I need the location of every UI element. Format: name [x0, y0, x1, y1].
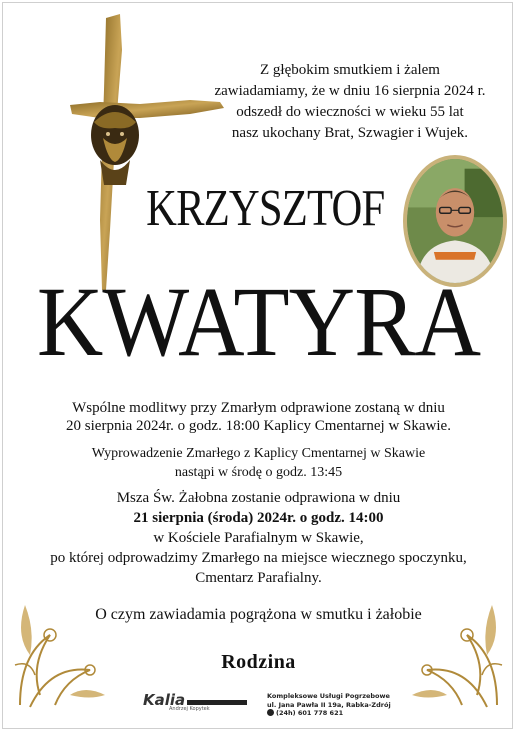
mass-line-4: po której odprowadzimy Zmarłego na miejsce wiecznego spoczynku,	[50, 550, 467, 566]
company-info	[267, 692, 397, 718]
phone-icon	[267, 709, 274, 716]
prayer-line-1: Wspólne modlitwy przy Zmarłym odprawione zostaną w dniu	[72, 400, 445, 416]
company-phone	[267, 709, 397, 718]
mass-line-5: Cmentarz Parafialny.	[195, 570, 322, 586]
funeral-home-logo	[143, 691, 258, 715]
phone-number: 601 778 621	[297, 709, 344, 717]
prayer-line-2: 20 sierpnia 2024r. o godz. 18:00 Kaplicy Cmentarnej w Skawie.	[66, 418, 451, 434]
cross-icon	[70, 10, 230, 310]
intro-line-2: zawiadamiamy, że w dniu 16 sierpnia 2024 r.	[214, 83, 486, 99]
first-name: KRZYSZTOF	[146, 180, 385, 237]
intro-line-1: Z głębokim smutkiem i żalem	[260, 62, 440, 78]
prayer-info	[30, 399, 487, 435]
intro-text	[200, 60, 500, 144]
mass-line-3: w Kościele Parafialnym w Skawie,	[153, 530, 364, 546]
mass-date: 21 sierpnia (środa) 2024r. o godz. 14:00	[133, 510, 384, 526]
procession-line-2: nastąpi w środę o godz. 13:45	[174, 465, 343, 480]
mourning-note: O czym zawiadamia pogrążona w smutku i żałobie	[95, 606, 422, 623]
procession-line-1: Wyprowadzenie Zmarłego z Kaplicy Cmentarnej w Skawie	[91, 446, 426, 461]
floral-ornament-right-icon	[387, 595, 507, 710]
last-name: KWATYRA	[36, 266, 481, 377]
intro-line-3: odszedł do wieczności w wieku 55 lat	[236, 104, 464, 120]
intro-line-4: nasz ukochany Brat, Szwagier i Wujek.	[231, 125, 469, 141]
portrait-image	[407, 159, 503, 283]
mass-info	[30, 488, 487, 588]
logo-bar	[187, 700, 247, 705]
logo-subtitle: Andrzej Kopytek	[169, 706, 210, 712]
family-signature: Rodzina	[221, 651, 296, 673]
floral-ornament-left-icon	[10, 595, 130, 710]
company-name: Kompleksowe Usługi Pogrzebowe	[267, 692, 390, 700]
phone-prefix: (24h)	[276, 709, 296, 717]
company-address: ul. Jana Pawła II 19a, Rabka-Zdrój	[267, 700, 391, 709]
procession-info	[30, 444, 487, 482]
mass-line-1: Msza Św. Żałobna zostanie odprawiona w dniu	[116, 490, 401, 506]
logo-text: Kalia	[143, 691, 186, 709]
